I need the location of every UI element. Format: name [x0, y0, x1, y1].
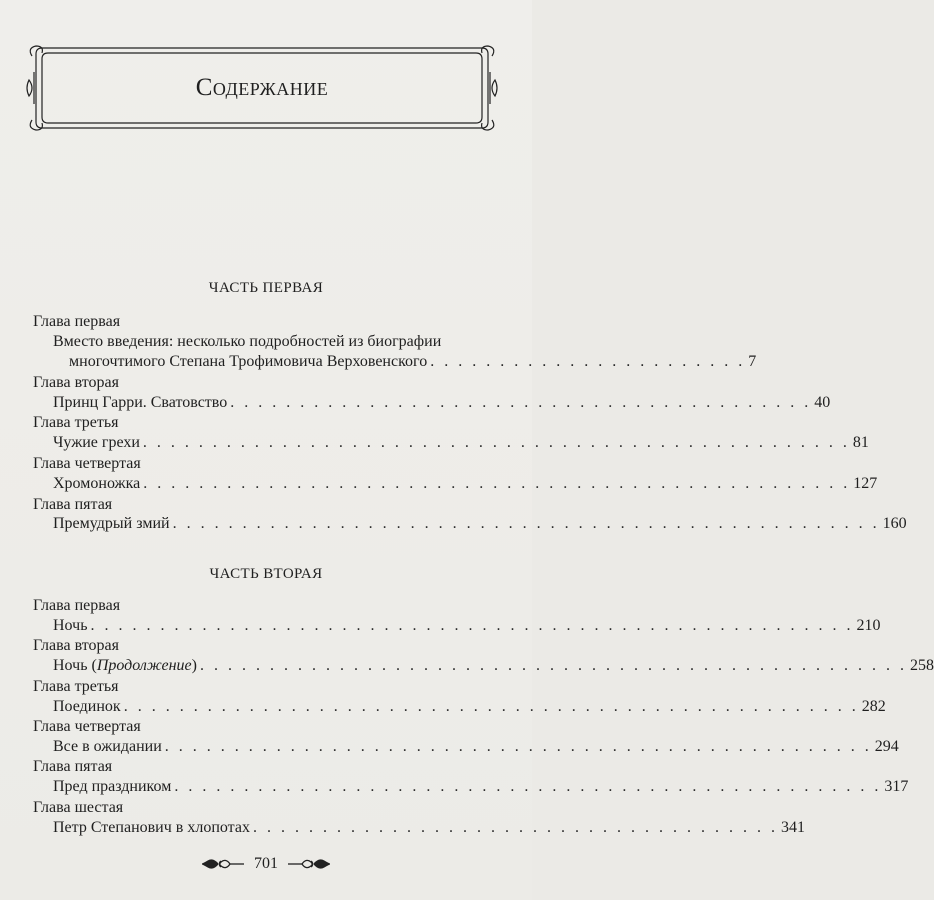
leader-dots: . . . . . . . . . . . . . . . . . . . . . . . . . . . . . . . . . . . . . . . . . . . . . . . . . . . — [142, 434, 850, 451]
leader-dots: . . . . . . . . . . . . . . . . . . . . . . . . . . . . . . . . . . . . . . . . . . . . . . . . . . . . . — [123, 698, 859, 715]
page-footer — [0, 852, 532, 876]
entry-page: 282 — [861, 698, 886, 715]
part2-chapter-5: Глава пятая — [33, 758, 113, 775]
part-two-heading: ЧАСТЬ ВТОРАЯ — [209, 566, 323, 582]
entry-title — [53, 656, 197, 676]
entry-title: Поединок — [53, 698, 121, 715]
entry-page: 294 — [874, 738, 899, 755]
entry-page: 258 — [909, 657, 934, 674]
ornament-left-icon — [200, 857, 246, 871]
part1-entry-5 — [53, 514, 907, 534]
entry-page: 81 — [852, 434, 869, 451]
part2-entry-6 — [53, 818, 805, 838]
entry-title: Все в ожидании — [53, 738, 162, 755]
header-frame — [26, 42, 498, 134]
leader-dots: . . . . . . . . . . . . . . . . . . . . . . . . . . . . . . . . . . . . . . . . . . — [230, 394, 812, 411]
leader-dots: . . . . . . . . . . . . . . . . . . . . . . . . . . . . . . . . . . . . . . . . . . . . . . . . . . . — [164, 738, 872, 755]
part2-entry-3 — [53, 697, 886, 717]
leader-dots: . . . . . . . . . . . . . . . . . . . . . . . . . . . . . . . . . . . . . . . . . . . . . . . . . . . — [174, 778, 882, 795]
leader-dots: . . . . . . . . . . . . . . . . . . . . . . . . . . . . . . . . . . . . . . . . . . . . . . . . . . . — [143, 475, 851, 492]
entry-title-plain: Ночь ( — [53, 657, 97, 674]
entry-page: 40 — [814, 394, 831, 411]
part1-entry-2 — [53, 393, 831, 413]
page-number: 701 — [254, 855, 278, 872]
part1-entry-4 — [53, 474, 878, 494]
part-one-heading: ЧАСТЬ ПЕРВАЯ — [208, 280, 324, 296]
entry-page: 160 — [882, 515, 907, 532]
entry-title-close: ) — [191, 657, 197, 674]
part1-entry-1-line1: Вместо введения: несколько подробностей из биографии — [53, 333, 442, 350]
leader-dots: . . . . . . . . . . . . . . . . . . . . . . . . . . . . . . . . . . . . . . . . . . . . . . . . . . . . . . . — [90, 617, 854, 634]
leader-dots: . . . . . . . . . . . . . . . . . . . . . . . . . . . . . . . . . . . . . . . . . . . . . . . . . . . — [199, 657, 907, 674]
part1-chapter-1: Глава первая — [33, 313, 121, 330]
part2-entry-2 — [53, 656, 934, 676]
leader-dots: . . . . . . . . . . . . . . . . . . . . . . . . . . . . . . . . . . . . . . . . . . . . . . . . . . . — [172, 515, 880, 532]
entry-page: 127 — [853, 475, 878, 492]
page-title: Содержание — [195, 74, 329, 101]
part2-entry-1 — [53, 616, 881, 636]
entry-page: 7 — [748, 353, 757, 370]
entry-title: многочтимого Степана Трофимовича Верховенского — [69, 353, 428, 370]
entry-page: 341 — [780, 819, 805, 836]
entry-page: 210 — [856, 617, 881, 634]
entry-page: 317 — [884, 778, 909, 795]
part1-entry-1-line2 — [69, 352, 757, 372]
part1-entry-3 — [53, 433, 869, 453]
entry-title: Петр Степанович в хлопотах — [53, 819, 250, 836]
entry-title: Премудрый змий — [53, 515, 170, 532]
part1-chapter-4: Глава четвертая — [33, 455, 141, 472]
entry-title: Чужие грехи — [53, 434, 140, 451]
part2-chapter-1: Глава первая — [33, 597, 121, 614]
part2-chapter-6: Глава шестая — [33, 799, 124, 816]
ornament-right-icon — [286, 857, 332, 871]
part2-chapter-3: Глава третья — [33, 678, 119, 695]
entry-title: Ночь — [53, 617, 88, 634]
entry-title: Пред праздником — [53, 778, 172, 795]
entry-title: Хромоножка — [53, 475, 141, 492]
leader-dots: . . . . . . . . . . . . . . . . . . . . . . . . . . . . . . . . . . . . . . — [252, 819, 778, 836]
part1-chapter-2: Глава вторая — [33, 374, 119, 391]
part2-chapter-4: Глава четвертая — [33, 718, 141, 735]
entry-title: Принц Гарри. Сватовство — [53, 394, 228, 411]
entry-title-italic: Продолжение — [96, 657, 192, 674]
part2-entry-4 — [53, 737, 899, 757]
part2-chapter-2: Глава вторая — [33, 637, 119, 654]
part1-chapter-3: Глава третья — [33, 414, 119, 431]
leader-dots: . . . . . . . . . . . . . . . . . . . . . . . — [430, 353, 746, 370]
part1-chapter-5: Глава пятая — [33, 496, 113, 513]
part2-entry-5 — [53, 777, 909, 797]
